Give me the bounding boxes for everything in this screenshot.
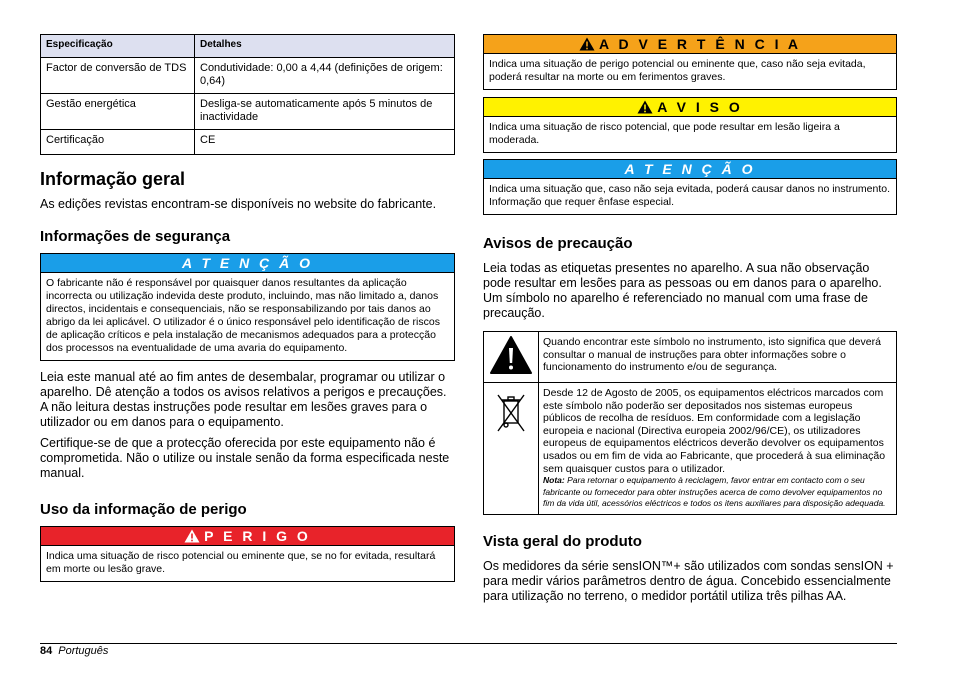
warning-triangle-icon [637, 100, 653, 114]
attention-text: Indica uma situação que, caso não seja evitada, poderá causar danos no instrumento. Informação que requer ênfase especial. [489, 183, 891, 208]
weee-note [543, 475, 892, 510]
general-text: As edições revistas encontram-se disponíveis no website do fabricante. [40, 197, 437, 211]
column-header: Detalhes [195, 35, 455, 58]
table-header-row [41, 35, 455, 58]
caution-header: A T E N Ç Ã O [41, 254, 454, 273]
section-title-overview: Vista geral do produto [483, 532, 642, 550]
table-cell: CE [195, 130, 455, 155]
table-cell: Certificação [41, 130, 195, 155]
warning-header [484, 35, 896, 54]
warning-triangle-icon [579, 37, 595, 51]
overview-text: Os medidores da série sensION™+ são utilizados com sondas sensION + para medir vários parâmetros dentro de água. Concebido essencialmente para utilização no terreno, o medidor portátil utiliza três pilhas AA. [483, 558, 894, 603]
table-cell: Gestão energética [41, 94, 195, 130]
danger-text: Indica uma situação de risco potencial ou eminente que, se no for evitada, resultará em morte ou lesão grave. [46, 550, 436, 575]
warning-triangle-icon [184, 529, 200, 543]
note-text: Para retornar o equipamento à reciclagem, favor entrar em contacto com o seu fabricante ou fornecedor para obter instruções acerca de como devolver equipamentos no fim da vida útil, acessórios eléctricos e todos os itens auxiliares para disposição adequada. [543, 475, 886, 509]
aviso-box [483, 97, 897, 153]
page-footer [40, 644, 108, 658]
warning-triangle-icon [489, 335, 533, 375]
table-cell: Condutividade: 0,00 a 4,44 (definições de origem: 0,64) [195, 58, 455, 94]
right-column [483, 34, 897, 604]
table-cell: Factor de conversão de TDS [41, 58, 195, 94]
table-cell: Desliga-se automaticamente após 5 minutos de inactividade [195, 94, 455, 130]
footer-divider [40, 643, 897, 644]
symbol-cell [484, 383, 539, 515]
table-row [41, 94, 455, 130]
table-row [41, 58, 455, 94]
danger-header [41, 527, 454, 546]
safety-paragraph-2: Certifique-se de que a protecção oferecida por este equipamento não é comprometida. Não o utilize ou instale senão da forma especificada neste manual. [40, 436, 450, 480]
specifications-table [40, 34, 455, 155]
symbols-table [483, 331, 897, 515]
table-row [41, 130, 455, 155]
weee-crossed-bin-icon [494, 391, 528, 435]
section-title-general: Informação geral [40, 169, 186, 189]
precautions-text: Leia todas as etiquetas presentes no aparelho. A sua não observação pode resultar em lesões para as pessoas ou em danos para o aparelho. Um símbolo no aparelho é referenciado no manual com uma frase de precaução. [483, 261, 882, 320]
attention-box [483, 159, 897, 215]
attention-header: A T E N Ç Ã O [484, 160, 896, 179]
page-number: 84 [40, 645, 53, 657]
warning-text: Indica uma situação de perigo potencial ou eminente que, caso não seja evitada, poderá resultar na morte ou em ferimentos graves. [489, 58, 866, 83]
caution-box [40, 253, 455, 361]
aviso-text: Indica uma situação de risco potencial, que pode resultar em lesão ligeira a moderada. [489, 121, 840, 146]
danger-label: P E R I G O [204, 528, 311, 544]
left-column [40, 34, 455, 582]
column-header: Especificação [41, 35, 195, 58]
table-row [484, 383, 897, 515]
section-title-hazard-info: Uso da informação de perigo [40, 501, 247, 518]
caution-text: O fabricante não é responsável por quaisquer danos resultantes da aplicação incorrecta ou utilização indevida deste produto, incluindo, mas não limitado a, danos directos, incidentais e consequenciais, não se responsabilizando por tais danos ao abrigo da lei aplicável. O utilizador é o único responsável pelo identificação de riscos de aplicação críticos e pela instalação de mecanismos adequados para a protecção dos processos na eventualidade de uma avaria do equipamento. [46, 277, 440, 354]
table-row [484, 332, 897, 383]
footer-language: Português [58, 645, 109, 657]
section-title-precautions: Avisos de precaução [483, 235, 633, 252]
danger-box [40, 526, 455, 582]
symbol-cell [484, 332, 539, 383]
symbol-description [539, 383, 897, 515]
warning-label: A D V E R T Ê N C I A [599, 36, 801, 52]
symbol-description: Quando encontrar este símbolo no instrumento, isto significa que deverá consultar o manual de instruções para obter informações sobre o funcionamento do instrumento e/ou de segurança. [539, 332, 897, 383]
note-label: Nota: [543, 475, 565, 486]
safety-paragraph-1: Leia este manual até ao fim antes de desembalar, programar ou utilizar o aparelho. Dê atenção a todos os avisos relativos a perigos e precauções. A não leitura destas instruções pode resultar em lesões graves para o utilizador ou em danos para o equipamento. [40, 370, 447, 429]
section-title-safety: Informações de segurança [40, 228, 231, 245]
aviso-label: A V I S O [657, 99, 743, 115]
aviso-header [484, 98, 896, 117]
warning-box [483, 34, 897, 90]
weee-text: Desde 12 de Agosto de 2005, os equipamentos eléctricos marcados com este símbolo não poderão ser depositados nos sistemas europeus públicos de recolha de resíduos. Em conformidade com a legislação europeia e nacional (Directiva europeia 2002/96/CE), os utilizadores europeus de equipamentos eléctricos deverão devolver os equipamentos usados ou em fim de vida ao Fabricante, que procederá à sua eliminação sem quaisquer custos para o utilizador. [543, 387, 886, 475]
